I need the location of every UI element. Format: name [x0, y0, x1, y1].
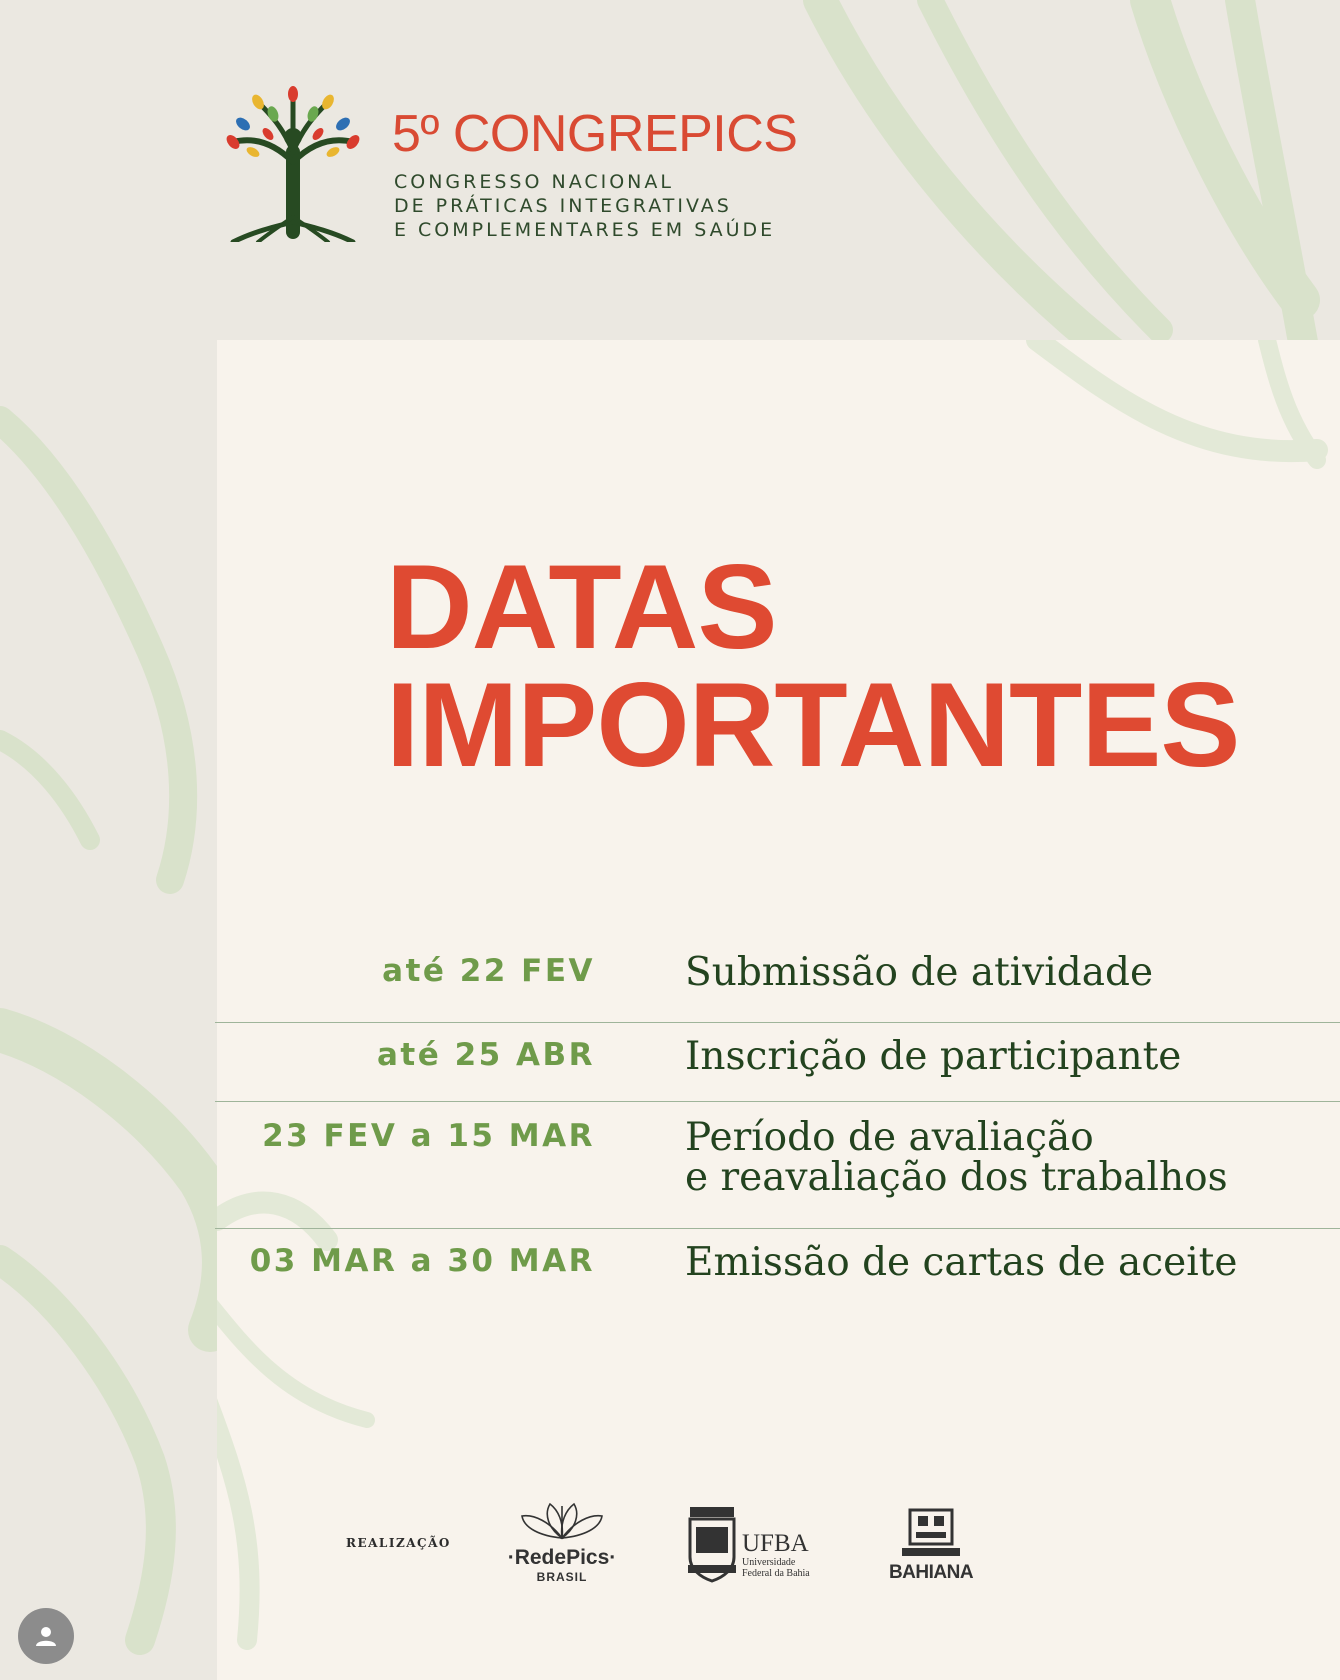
ufba-sub-2: Federal da Bahia: [742, 1568, 810, 1579]
ufba-name: UFBA: [742, 1530, 809, 1557]
ufba-crest-icon: [686, 1505, 738, 1583]
tree-logo-icon: [213, 82, 373, 242]
ufba-logo: [686, 1505, 826, 1585]
description-line: Submissão de atividade: [685, 950, 1154, 995]
date-description: [685, 1115, 1228, 1200]
user-avatar-icon[interactable]: [18, 1608, 74, 1664]
ufba-sub-1: Universidade: [742, 1557, 796, 1568]
redepics-mark-icon: [500, 1502, 624, 1542]
footer-label: REALIZAÇÃO: [346, 1536, 451, 1550]
date-range: até 22 FEV: [382, 953, 595, 989]
event-subtitle: [394, 170, 775, 242]
date-range: 23 FEV a 15 MAR: [262, 1118, 595, 1154]
redepics-name: ·RedePics·: [507, 1546, 617, 1569]
date-range: até 25 ABR: [377, 1037, 595, 1073]
redepics-sub: BRASIL: [536, 1570, 588, 1584]
subtitle-line: DE PRÁTICAS INTEGRATIVAS: [394, 195, 732, 217]
bahiana-logo: [888, 1508, 974, 1584]
description-line: Período de avaliação: [685, 1115, 1094, 1160]
heading-line-1: DATAS: [386, 540, 777, 674]
date-description: [685, 950, 1154, 995]
date-row: [215, 1102, 1340, 1229]
heading-line-2: IMPORTANTES: [386, 658, 1240, 792]
subtitle-line: E COMPLEMENTARES EM SAÚDE: [394, 219, 776, 241]
redepics-logo: [500, 1502, 624, 1586]
date-row: [215, 940, 1340, 1023]
description-line: Emissão de cartas de aceite: [685, 1240, 1238, 1285]
description-line: e reavaliação dos trabalhos: [685, 1155, 1228, 1200]
event-title: 5º CONGREPICS: [392, 105, 798, 163]
bahiana-name: BAHIANA: [888, 1562, 974, 1583]
description-line: Inscrição de participante: [685, 1034, 1182, 1079]
important-dates-list: [215, 940, 1340, 1313]
subtitle-line: CONGRESSO NACIONAL: [394, 171, 674, 193]
date-range: 03 MAR a 30 MAR: [249, 1243, 595, 1279]
date-description: [685, 1034, 1182, 1079]
date-row: [215, 1023, 1340, 1102]
person-icon: [33, 1623, 59, 1649]
date-row: [215, 1229, 1340, 1313]
bahiana-crest-icon: [888, 1508, 974, 1558]
page-heading: [386, 540, 1240, 792]
date-description: [685, 1240, 1238, 1285]
